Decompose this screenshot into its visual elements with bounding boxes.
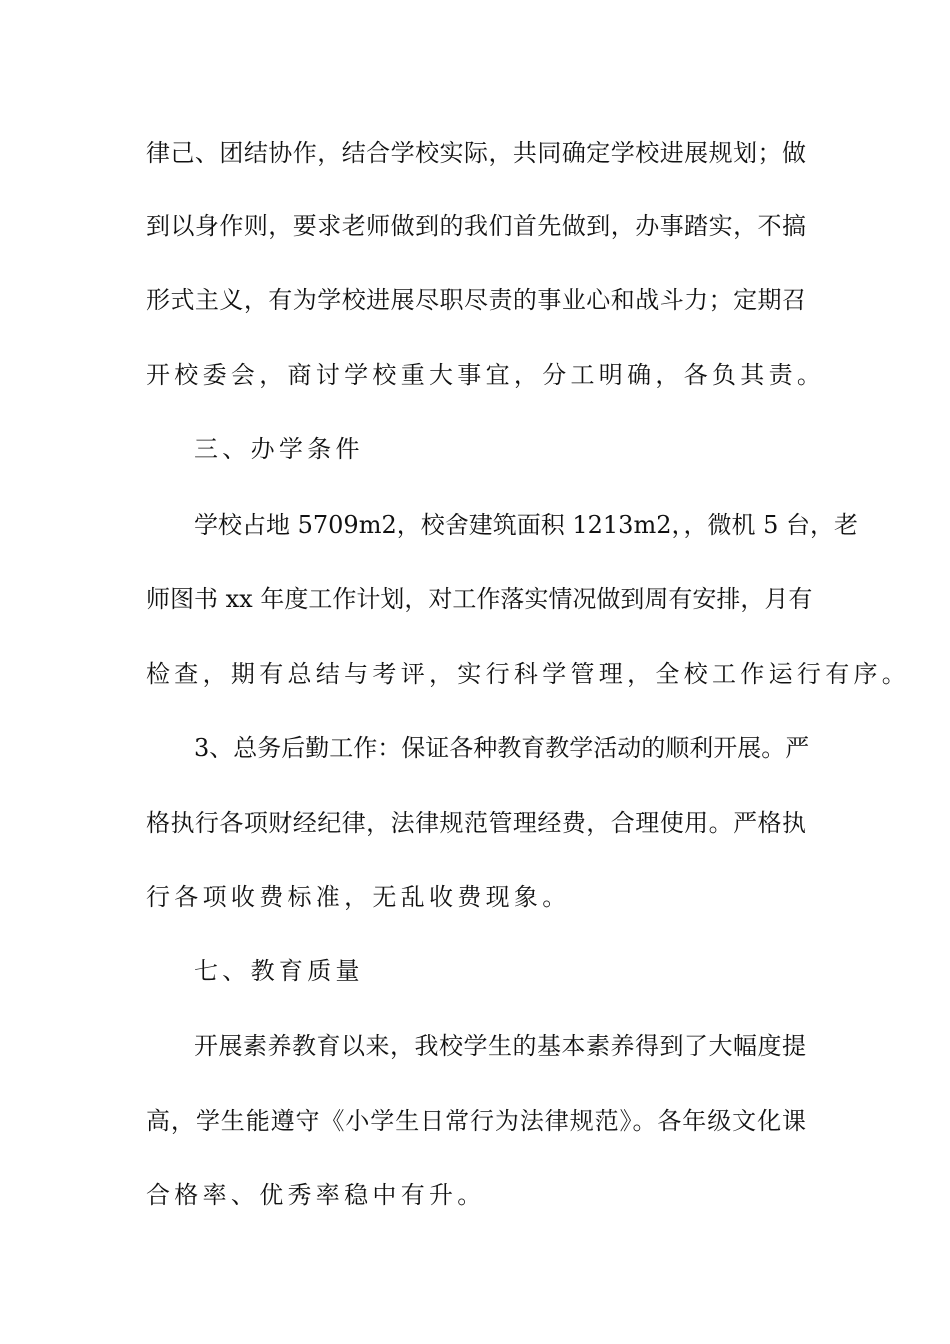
paragraph-line: 形式主义，有为学校进展尽职尽责的事业心和战斗力；定期召 (146, 286, 806, 314)
paragraph-line: 行各项收费标准，无乱收费现象。 (146, 883, 571, 911)
paragraph-line: 律己、团结协作，结合学校实际，共同确定学校进展规划；做 (146, 139, 806, 167)
paragraph-line: 到以身作则，要求老师做到的我们首先做到，办事踏实，不搞 (146, 212, 806, 240)
paragraph-line: 学校占地 5709m2，校舍建筑面积 1213m2，，微机 5 台，老 (194, 511, 858, 539)
paragraph-line: 格执行各项财经纪律，法律规范管理经费，合理使用。严格执 (146, 809, 806, 837)
paragraph-line: 检查，期有总结与考评，实行科学管理，全校工作运行有序。 (146, 660, 911, 688)
paragraph-line: 开展素养教育以来，我校学生的基本素养得到了大幅度提 (194, 1032, 806, 1060)
paragraph-line: 高，学生能遵守《小学生日常行为法律规范》。各年级文化课 (146, 1107, 806, 1135)
section-heading: 七、教育质量 (194, 957, 364, 985)
paragraph-line: 师图书 xx 年度工作计划，对工作落实情况做到周有安排，月有 (146, 585, 813, 613)
paragraph-line: 3、总务后勤工作：保证各种教育教学活动的顺利开展。严 (194, 734, 810, 762)
paragraph-line: 合格率、优秀率稳中有升。 (146, 1181, 486, 1209)
section-heading: 三、办学条件 (194, 435, 364, 463)
paragraph-line: 开校委会，商讨学校重大事宜，分工明确，各负其责。 (146, 361, 826, 389)
